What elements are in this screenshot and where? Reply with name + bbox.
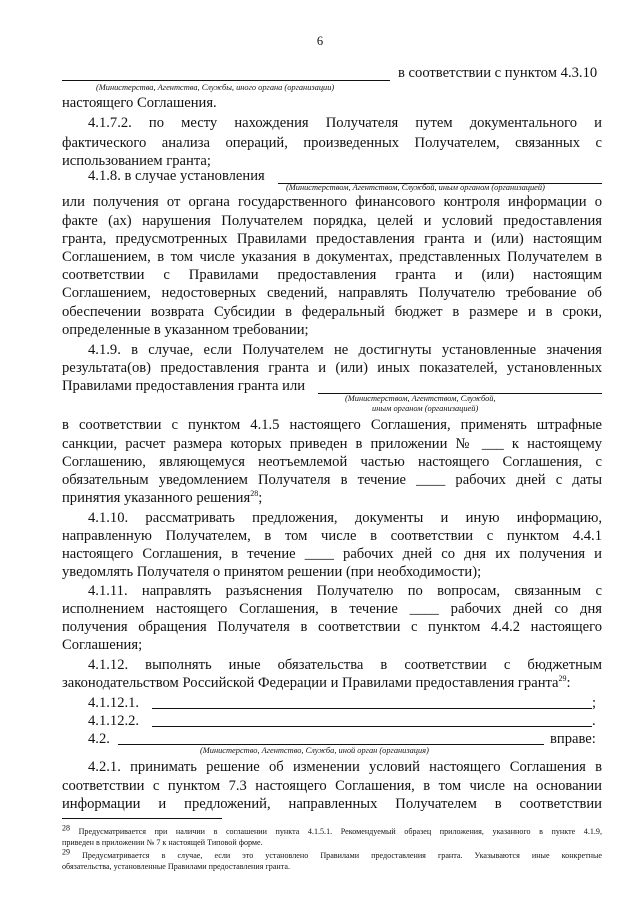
text-fragment: : xyxy=(566,675,571,691)
footnote-28 xyxy=(62,823,602,837)
text-line: 4.1.10. рассматривать предложения, документы и иную информацию, xyxy=(88,510,602,526)
text-line: Соглашением, недостоверных сведений, направлять Получателю требование об xyxy=(62,285,602,301)
text-line xyxy=(62,489,602,507)
blank-caption: (Министерства, Агентства, Службы, иного органа (организации) xyxy=(96,83,335,92)
text-line: уведомлять Получателя о принятом решении (при необходимости); xyxy=(62,564,482,580)
text-line: соответствии с пунктом 7.3 настоящего Соглашения, в том числе на основании xyxy=(62,778,602,794)
blank-line xyxy=(152,726,592,727)
text-line: фактического анализа операций, произведенных Получателем, связанных с xyxy=(62,135,602,151)
text-line: обязательным уведомлением Получателя в течение ____ рабочих дней с даты xyxy=(62,472,602,488)
text-line: санкции, расчет размера которых приведен в приложении № ___ к настоящему xyxy=(62,436,602,452)
text-fragment: ; xyxy=(258,490,263,506)
text-line: или получения от органа государственного финансового контроля информации о xyxy=(62,194,602,210)
footnote-number: 29 xyxy=(62,847,70,857)
footnote-separator xyxy=(62,818,222,819)
text-line: настоящего Соглашения. xyxy=(62,95,217,111)
blank-caption: иным органом (организацией) xyxy=(372,404,479,413)
footnote-text: Предусматривается при наличии в соглашении пункта 4.1.5.1. Рекомендуемый образец приложения, указанного в пункте 4.1.9, xyxy=(78,827,602,836)
text-line: 4.1.11. направлять разъяснения Получателю по вопросам, связанным с xyxy=(88,583,602,599)
text-line: вправе: xyxy=(550,731,596,747)
text-line: 4.1.12. выполнять иные обязательства в соответствии с бюджетным xyxy=(88,657,602,673)
text-line xyxy=(62,674,602,692)
blank-caption: (Министерство, Агентство, Служба, иной орган (организация) xyxy=(200,746,429,755)
text-fragment: принятия указанного решения xyxy=(62,490,251,506)
footnote-number: 28 xyxy=(62,823,70,833)
blank-caption: (Министерством, Агентством, Службой, xyxy=(345,394,496,403)
footnote-text: Предусматривается в случае, если это установлено Правилами предоставления гранта. Указываются иные конкретные xyxy=(82,851,602,860)
text-line: факте (ах) нарушения Получателем порядка, целей и условий предоставления xyxy=(62,213,602,229)
text-line: в соответствии с пунктом 4.1.5 настоящего Соглашения, применять штрафные xyxy=(62,417,602,433)
text-line: соответствии с Правилами предоставления гранта и (или) настоящим xyxy=(62,267,602,283)
blank-line xyxy=(62,80,390,81)
text-line: 4.1.8. в случае установления xyxy=(88,168,265,184)
footnote-29 xyxy=(62,847,602,861)
text-line: в соответствии с пунктом 4.3.10 xyxy=(398,65,598,81)
text-line: получения обращения Получателя в соответствии с пунктом 4.4.2 настоящего xyxy=(62,619,602,635)
text-line: 4.2. xyxy=(88,731,110,747)
text-line: определенные в указанном требовании; xyxy=(62,322,309,338)
text-line: Соглашения; xyxy=(62,637,143,653)
text-line: 4.1.7.2. по месту нахождения Получателя путем документального и xyxy=(88,115,602,131)
footnote-28-cont: приведен в приложении № 7 к настоящей Типовой форме. xyxy=(62,838,263,847)
text-line: 4.2.1. принимать решение об изменении условий настоящего Соглашения в xyxy=(88,759,602,775)
text-line: результата(ов) предоставления гранта и (или) иных показателей, установленных xyxy=(62,360,602,376)
text-line: Соглашению, являющемуся неотъемлемой частью настоящего Соглашения, с xyxy=(62,454,602,470)
footnote-ref: 29 xyxy=(558,674,567,684)
blank-line xyxy=(118,744,544,745)
blank-caption: (Министерством, Агентством, Службой, иным органом (организацией) xyxy=(286,183,545,192)
text-line: настоящего Соглашения, в течение ____ рабочих дней со дня их получения и xyxy=(62,546,602,562)
text-line: обеспечении возврата Субсидии в федеральный бюджет в размере и в сроки, xyxy=(62,304,602,320)
text-fragment: законодательством Российской Федерации и Правилами предоставления гранта xyxy=(62,675,559,691)
text-line: исполнением настоящего Соглашения, в течение ____ рабочих дней со дня xyxy=(62,601,602,617)
text-line: использованием гранта; xyxy=(62,153,211,169)
text-line: 4.1.12.1. xyxy=(88,695,140,711)
text-line: информации и предложений, направленных Получателем в соответствии xyxy=(62,796,602,812)
text-line: гранта, предусмотренных Правилами предоставления гранта и (или) настоящим xyxy=(62,231,602,247)
blank-line xyxy=(152,708,592,709)
footnote-29-cont: обязательства, установленные Правилами предоставления гранта. xyxy=(62,862,291,871)
text-line: 4.1.12.2. xyxy=(88,713,140,729)
text-line: Соглашением, в том числе указания в документах, представленных Получателем в xyxy=(62,249,602,265)
page-number: 6 xyxy=(316,34,324,48)
text-line: 4.1.9. в случае, если Получателем не достигнуты установленные значения xyxy=(88,342,602,358)
text-line: ; xyxy=(592,695,597,711)
footnote-ref: 28 xyxy=(250,489,259,499)
text-line: Правилами предоставления гранта или xyxy=(62,378,306,394)
text-line: направленную Получателем, в том числе в соответствии с пунктом 4.4.1 xyxy=(62,528,602,544)
text-line: . xyxy=(592,713,596,729)
